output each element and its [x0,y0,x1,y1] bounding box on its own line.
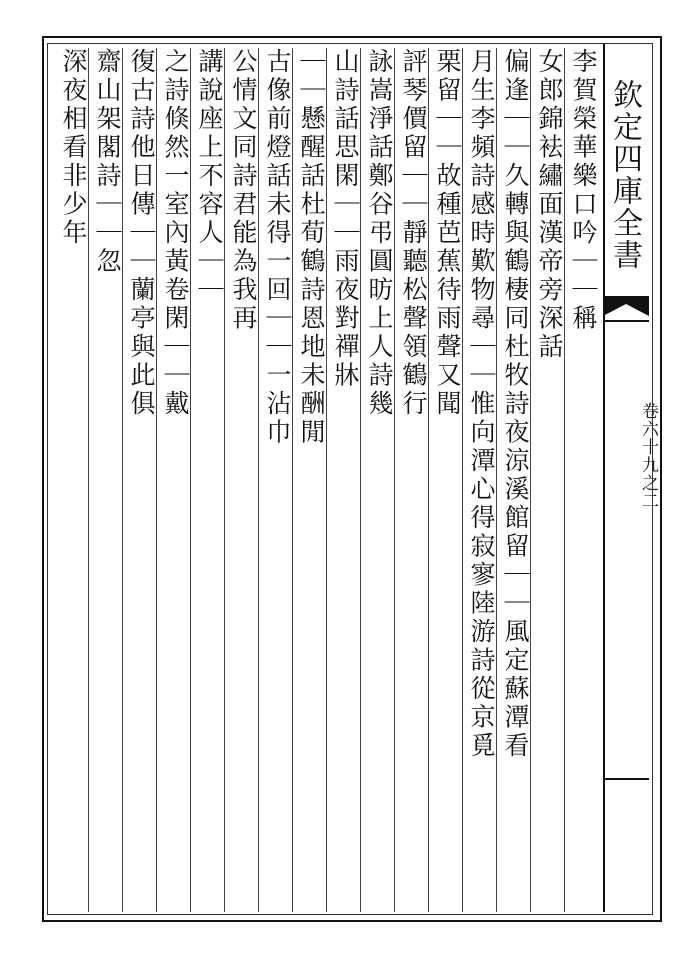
text-column: 古像前燈話未得一回｜｜一沾巾 [263,48,292,447]
volume-label: 卷六十九之二 [638,402,658,510]
spine-divider-bottom [603,778,649,780]
text-column: 月生李頻詩感時歎物尋｜｜惟向潭心得寂寥陸游詩從京覓 [467,48,496,761]
text-column: 齋山架閣詩｜｜忽 [93,48,122,276]
text-column: ｜｜懸醒話杜荀鶴詩恩地未酬閒 [297,48,326,447]
text-column: 栗留｜｜故種芭蕉待雨聲又聞 [433,48,462,419]
text-column: 深夜相看非少年 [59,48,88,248]
text-column: 評琴價留｜｜靜聽松聲領鶴行 [399,48,428,419]
text-columns [52,48,600,912]
text-column: 復古詩他日傳｜｜蘭亭與此俱 [127,48,156,419]
fish-tail-icon [603,296,649,316]
text-column: 講說座上不容人｜｜ [195,48,224,305]
text-column: 公情文同詩君能為我再 [229,48,258,333]
text-column: 偏逢｜｜久轉與鶴棲同杜牧詩夜涼溪館留｜｜風定蘇潭看 [501,48,530,761]
spine-divider-top [603,320,649,322]
text-column: 之詩倏然一室內黃卷閑｜｜戴 [161,48,190,419]
text-column: 山詩話思閑｜｜雨夜對禪牀 [331,48,360,390]
book-title: 欽定四庫全書 [607,78,642,271]
text-column: 女郎錦袪繡面漢帝旁深話 [535,48,564,362]
text-column: 李賀榮華樂口吟｜｜稱 [569,48,598,333]
text-column: 詠嵩淨話鄭谷弔圓昉上人詩幾 [365,48,394,419]
